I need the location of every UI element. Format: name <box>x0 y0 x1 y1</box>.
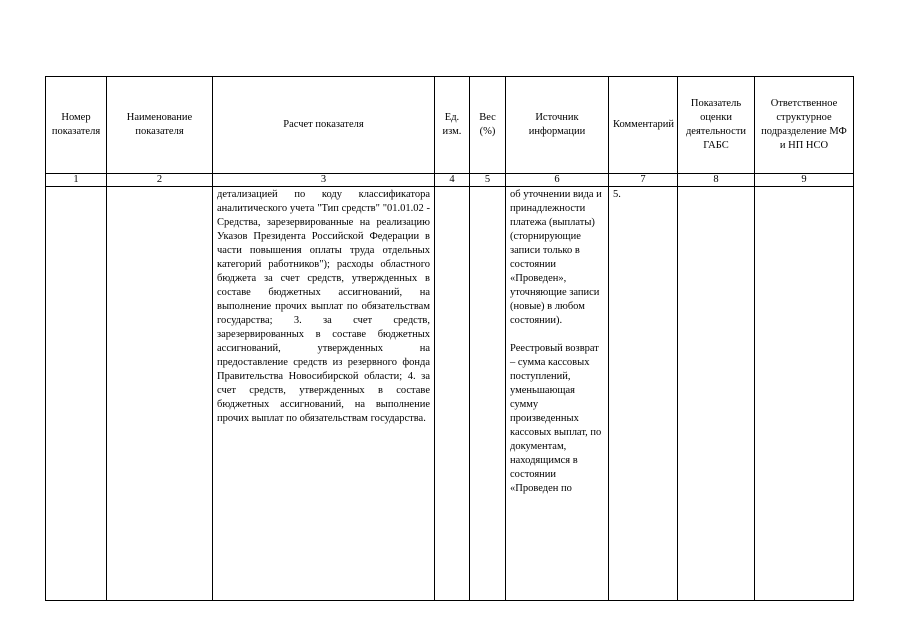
header-source: Источник информации <box>506 77 609 174</box>
column-number: 8 <box>678 174 755 187</box>
column-number: 4 <box>435 174 470 187</box>
source-paragraph-1: об уточнении вида и принадлежности платежа (выплаты) (сторнирующие записи только в состоянии «Проведен», уточняющие записи (новые) в любом состоянии). <box>510 189 602 326</box>
cell-responsible-unit <box>755 187 854 601</box>
cell-calculation: детализацией по коду классификатора аналитического учета "Тип средств" "01.01.02 - Средства, зарезервированные на реализацию Указов Президента Российской Федерации в части повышения оплаты труда отдельных категорий работников"); расходы областного бюджета за счет средств, утвержденных в составе бюджетных ассигнований, на выполнение прочих выплат по обязательствам государства; 3. за счет средств, зарезервированных в составе бюджетных ассигнований, утвержденных на предоставление средств из резервного фонда Правительства Новосибирской области; 4. за счет средств, утвержденных в составе бюджетных ассигнований, на выполнение прочих выплат по обязательствам государства. <box>213 187 435 601</box>
column-number: 2 <box>107 174 213 187</box>
cell-indicator-number <box>46 187 107 601</box>
column-number: 1 <box>46 174 107 187</box>
column-number: 5 <box>470 174 506 187</box>
header-gabs-evaluation: Показатель оценки деятельности ГАБС <box>678 77 755 174</box>
cell-comment: 5. <box>609 187 678 601</box>
cell-gabs-evaluation <box>678 187 755 601</box>
column-number: 3 <box>213 174 435 187</box>
column-number: 6 <box>506 174 609 187</box>
column-number: 7 <box>609 174 678 187</box>
header-indicator-name: Наименование показателя <box>107 77 213 174</box>
header-indicator-number: Номер показателя <box>46 77 107 174</box>
source-paragraph-2: Реестровый возврат – сумма кассовых поступлений, уменьшающая сумму произведенных кассовых выплат, по документам, находящимся в состоянии «Проведен по <box>510 343 602 494</box>
cell-indicator-name <box>107 187 213 601</box>
cell-unit <box>435 187 470 601</box>
header-responsible-unit: Ответственное структурное подразделение МФ и НП НСО <box>755 77 854 174</box>
column-number-row <box>46 174 854 187</box>
header-comment: Комментарий <box>609 77 678 174</box>
header-unit: Ед. изм. <box>435 77 470 174</box>
header-row <box>46 77 854 174</box>
indicators-table <box>45 76 854 601</box>
cell-weight <box>470 187 506 601</box>
cell-source <box>506 187 609 601</box>
header-calculation: Расчет показателя <box>213 77 435 174</box>
table-row <box>46 187 854 601</box>
column-number: 9 <box>755 174 854 187</box>
header-weight: Вес (%) <box>470 77 506 174</box>
